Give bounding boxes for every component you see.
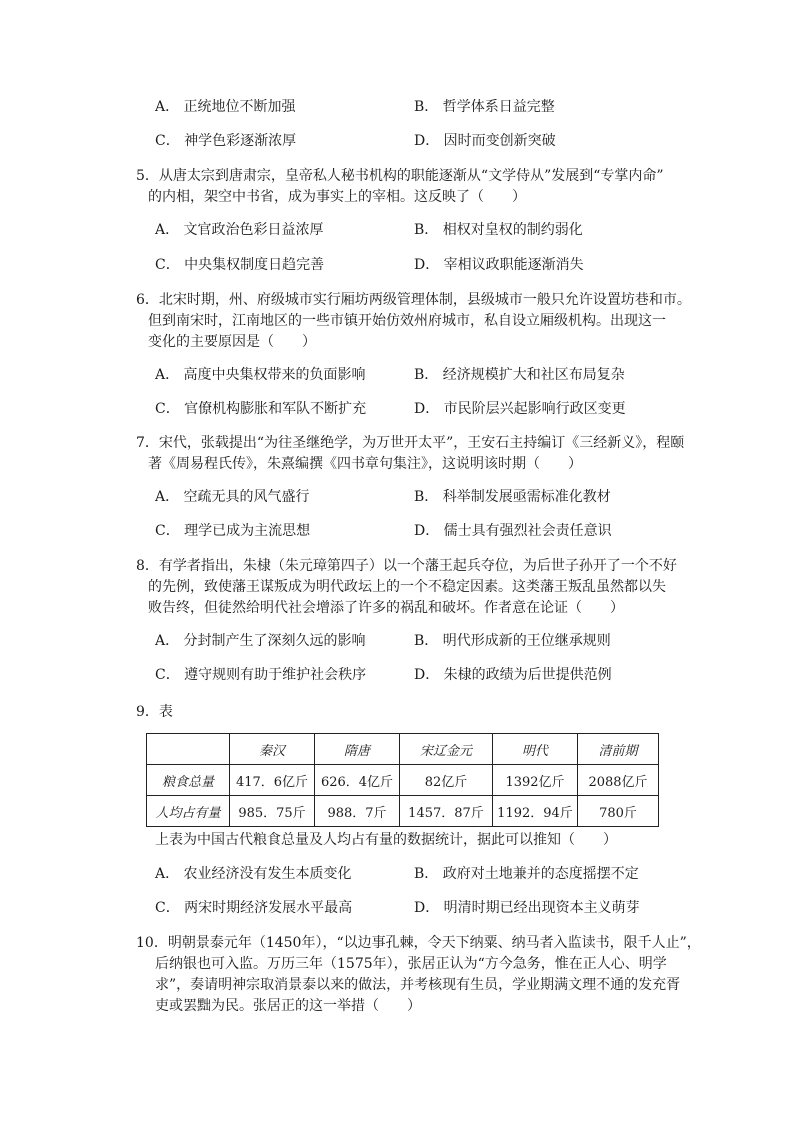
table-header-cell: 秦汉 xyxy=(230,734,315,765)
table-header-cell xyxy=(147,734,230,765)
q9-label: 9．表 xyxy=(136,704,173,720)
q9-option-b: B． 政府对土地兼并的态度摇摆不定 xyxy=(414,866,639,882)
table-row xyxy=(147,796,659,827)
table-cell: 1457．87斤 xyxy=(400,796,493,827)
table-row xyxy=(147,765,659,796)
q5-stem-line-1: 5．从唐太宗到唐肃宗，皇帝私人秘书机构的职能逐渐从“文学侍从”发展到“专掌内命” xyxy=(136,168,664,184)
q7-option-b: B． 科举制发展亟需标准化教材 xyxy=(414,489,611,505)
q8-stem-line-1: 8．有学者指出，朱棣（朱元璋第四子）以一个藩王起兵夺位，为后世子孙开了一个不好 xyxy=(136,558,677,574)
q6-option-b: B． 经济规模扩大和社区布局复杂 xyxy=(414,367,625,383)
q10-stem-line-2: 后纳银也可入监。万历三年（1575年），张居正认为“方今急务，惟在正人心、明学 xyxy=(155,956,667,972)
table-cell: 988．7斤 xyxy=(315,796,400,827)
grain-statistics-table xyxy=(146,733,659,827)
q6-stem-line-3: 变化的主要原因是（ ） xyxy=(148,334,316,350)
q7-stem-line-2: 著《周易程氏传》，朱熹编撰《四书章句集注》，这说明该时期（ ） xyxy=(148,456,582,472)
q4-option-c: C． 神学色彩逐渐浓厚 xyxy=(155,133,297,149)
table-cell: 626．4亿斤 xyxy=(315,765,400,796)
q5-stem-line-2: 的内相，架空中书省，成为事实上的宰相。这反映了（ ） xyxy=(148,189,526,205)
q9-option-d: D． 明清时期已经出现资本主义萌芽 xyxy=(414,900,640,916)
q8-stem-line-3: 败告终，但徒然给明代社会增添了许多的祸乱和破坏。作者意在论证（ ） xyxy=(148,600,624,616)
q9-option-a: A． 农业经济没有发生本质变化 xyxy=(155,866,352,882)
q8-option-a: A． 分封制产生了深刻久远的影响 xyxy=(155,633,366,649)
table-cell: 粮食总量 xyxy=(147,765,230,796)
q8-stem-line-2: 的先例，致使藩王谋叛成为明代政坛上的一个不稳定因素。这类藩王叛乱虽然都以失 xyxy=(148,579,666,595)
q9-option-c: C． 两宋时期经济发展水平最高 xyxy=(155,900,353,916)
table-header-row xyxy=(147,734,659,765)
q4-option-d: D． 因时而变创新突破 xyxy=(414,133,556,149)
q5-option-c: C． 中央集权制度日趋完善 xyxy=(155,257,325,273)
q7-option-c: C． 理学已成为主流思想 xyxy=(155,523,311,539)
table-cell: 417．6亿斤 xyxy=(230,765,315,796)
q6-option-a: A． 高度中央集权带来的负面影响 xyxy=(155,367,366,383)
table-cell: 985．75斤 xyxy=(230,796,315,827)
q8-option-d: D． 朱棣的政绩为后世提供范例 xyxy=(414,667,612,683)
table-header-cell: 明代 xyxy=(493,734,578,765)
table-cell: 人均占有量 xyxy=(147,796,230,827)
table-header-cell: 隋唐 xyxy=(315,734,400,765)
q5-option-b: B． 相权对皇权的制约弱化 xyxy=(414,222,583,238)
q8-option-c: C． 遵守规则有助于维护社会秩序 xyxy=(155,667,367,683)
table-cell: 82亿斤 xyxy=(400,765,493,796)
table-cell: 780斤 xyxy=(578,796,659,827)
q6-stem-line-1: 6．北宋时期，州、府级城市实行厢坊两级管理体制，县级城市一般只允许设置坊巷和市。 xyxy=(136,292,691,308)
table-cell: 1392亿斤 xyxy=(493,765,578,796)
table-header-cell: 清前期 xyxy=(578,734,659,765)
q5-option-a: A． 文官政治色彩日益浓厚 xyxy=(155,222,324,238)
q10-stem-line-4: 吏或罢黜为民。张居正的这一举措（ ） xyxy=(155,998,421,1014)
q6-option-c: C． 官僚机构膨胀和军队不断扩充 xyxy=(155,401,367,417)
q10-stem-line-3: 求”，奏请明神宗取消景泰以来的做法，并考核现有生员，学业期满文理不通的发充胥 xyxy=(155,977,681,993)
q5-option-d: D． 宰相议政职能逐渐消失 xyxy=(414,257,584,273)
table-cell: 2088亿斤 xyxy=(578,765,659,796)
q7-stem-line-1: 7．宋代，张载提出“为往圣继绝学，为万世开太平”，王安石主持编订《三经新义》，程颐 xyxy=(136,435,685,451)
q7-option-d: D． 儒士具有强烈社会责任意识 xyxy=(414,523,612,539)
table-header-cell: 宋辽金元 xyxy=(400,734,493,765)
q6-stem-line-2: 但到南宋时，江南地区的一些市镇开始仿效州府城市，私自设立厢级机构。出现这一 xyxy=(148,313,666,329)
table-cell: 1192．94斤 xyxy=(493,796,578,827)
q7-option-a: A． 空疏无具的风气盛行 xyxy=(155,489,310,505)
q4-option-a: A． 正统地位不断加强 xyxy=(155,99,296,115)
q4-option-b: B． 哲学体系日益完整 xyxy=(414,99,555,115)
q10-stem-line-1: 10．明朝景泰元年（1450年），“以边事孔棘，令天下纳粟、纳马者入监读书，限千人止”， xyxy=(136,935,701,951)
q8-option-b: B． 明代形成新的王位继承规则 xyxy=(414,633,611,649)
q6-option-d: D． 市民阶层兴起影响行政区变更 xyxy=(414,401,626,417)
q9-stem: 上表为中国古代粮食总量及人均占有量的数据统计，据此可以推知（ ） xyxy=(155,832,617,848)
